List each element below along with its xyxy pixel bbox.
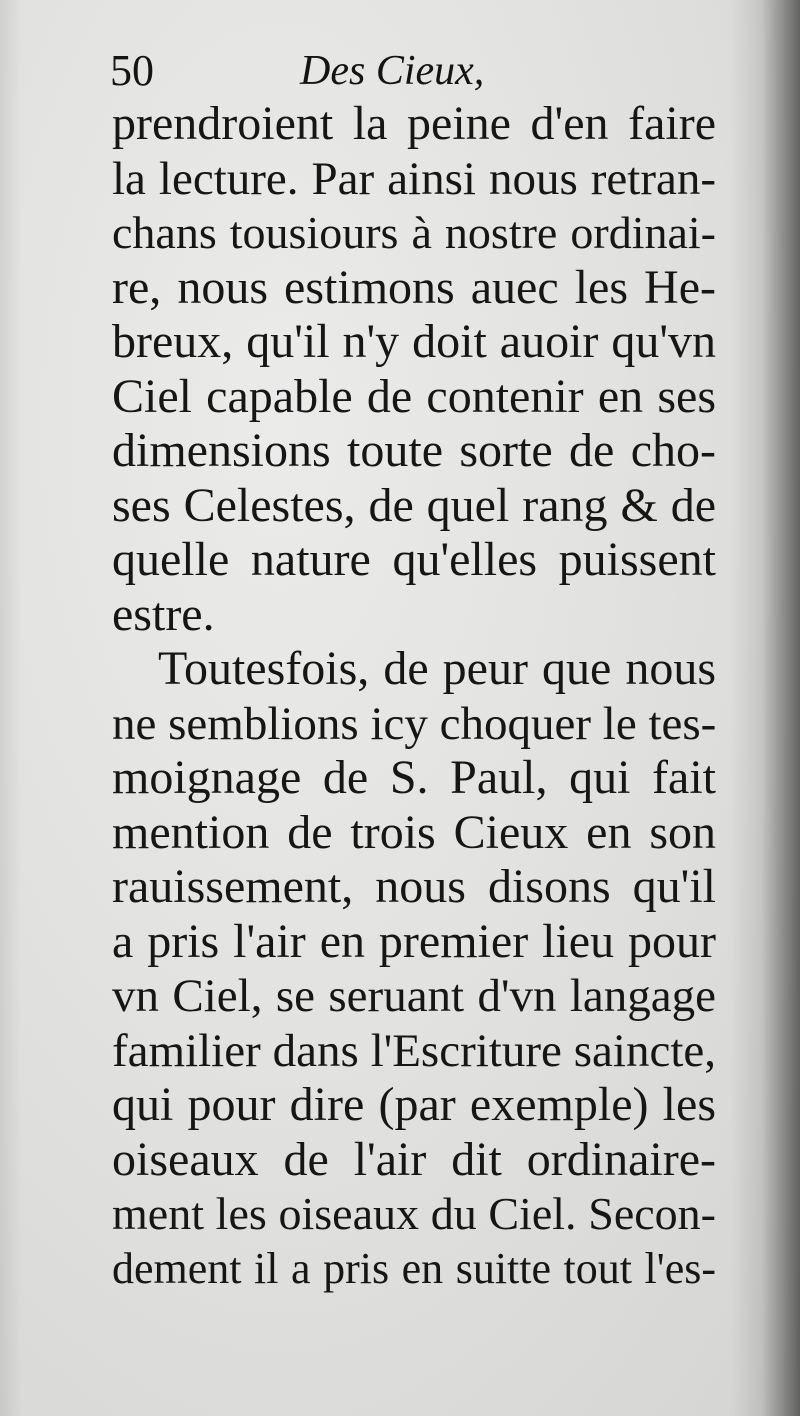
page-header <box>110 42 710 102</box>
text-line: ment les oiseaux du Ciel. Secon- <box>112 1188 716 1239</box>
text-line: rauissement, nous disons qu'il <box>112 860 716 913</box>
paragraph-end-line: estre. <box>112 587 215 641</box>
text-line: oiseaux de l'air dit ordinaire- <box>112 1132 716 1186</box>
text-line: re, nous estimons auec les He- <box>112 260 716 314</box>
text-line: familier dans l'Escriture saincte, <box>112 1024 716 1077</box>
text-line: ne semblions icy choquer le tes- <box>112 697 716 750</box>
page-gutter-shadow <box>730 0 800 1416</box>
page-left-edge <box>0 0 22 1416</box>
text-line: ses Celestes, de quel rang & de <box>112 478 716 532</box>
text-line: quelle nature qu'elles puissent <box>112 533 716 586</box>
text-line: chans tousiours à nostre ordinai- <box>112 207 716 258</box>
text-line: qui pour dire (par exemple) les <box>112 1078 716 1131</box>
text-line: mention de trois Cieux en son <box>112 805 716 859</box>
text-line: a pris l'air en premier lieu pour <box>112 914 716 968</box>
running-title: Des Cieux, <box>300 48 485 94</box>
text-line: prendroient la peine d'en faire <box>112 97 716 150</box>
text-line: breux, qu'il n'y doit auoir qu'vn <box>112 315 716 368</box>
text-line: la lecture. Par ainsi nous retran- <box>112 152 716 205</box>
text-line: Ciel capable de contenir en ses <box>112 369 716 423</box>
page-number: 50 <box>110 46 154 95</box>
text-line: moignage de S. Paul, qui fait <box>112 751 716 804</box>
body-text <box>112 97 716 1296</box>
text-line: dimensions toute sorte de cho- <box>112 424 716 477</box>
text-line: vn Ciel, se seruant d'vn langage <box>112 970 716 1022</box>
paragraph-start-line: Toutesfois, de peur que nous <box>158 642 716 695</box>
text-line: dement il a pris en suitte tout l'es- <box>112 1243 716 1293</box>
